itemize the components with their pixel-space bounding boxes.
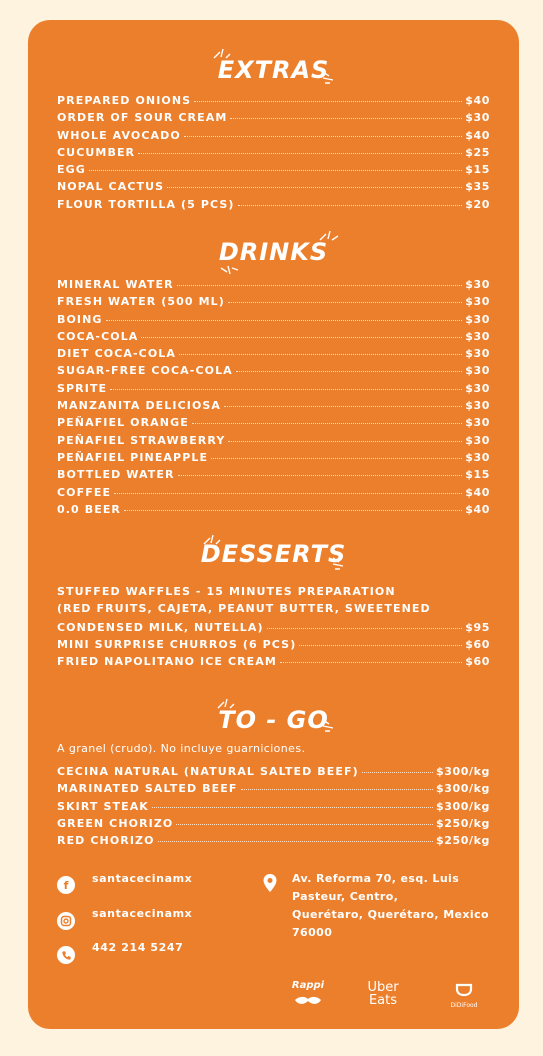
desserts-list: [57, 585, 490, 671]
dot-leader: [224, 396, 462, 407]
didi-food-logo[interactable]: [442, 982, 486, 1009]
dot-leader: [141, 327, 462, 338]
menu-item-row: [57, 833, 490, 850]
item-name: PREPARED ONIONS: [57, 94, 192, 107]
dot-leader: [194, 91, 462, 102]
dot-leader: [211, 448, 462, 459]
dot-leader: [178, 465, 463, 476]
item-name: WHOLE AVOCADO: [57, 128, 181, 142]
instagram-handle[interactable]: santacecinamx: [92, 907, 193, 920]
item-price: $30: [465, 450, 490, 464]
item-price: $30: [465, 347, 490, 361]
dot-leader: [267, 618, 463, 629]
item-name: MINI SURPRISE CHURROS (6 PCS): [57, 637, 297, 651]
item-name: SKIRT STEAK: [57, 799, 149, 813]
dot-leader: [176, 814, 433, 825]
togo-note: A granel (crudo). No incluye guarniciones.: [57, 742, 306, 755]
uber-label: Uber: [367, 980, 399, 995]
item-name: FLOUR TORTILLA (5 PCS): [57, 197, 235, 211]
dessert-line: (RED FRUITS, CAJETA, PEANUT BUTTER, SWEETENED: [57, 602, 431, 616]
item-name: COFFEE: [57, 485, 112, 499]
item-name: CECINA NATURAL (NATURAL SALTED BEEF): [57, 765, 359, 778]
location-pin-icon: [263, 874, 277, 892]
rappi-label: Rappi: [291, 980, 325, 991]
menu-item-row: [57, 654, 490, 671]
item-name: 0.0 BEER: [57, 502, 121, 516]
dot-leader: [138, 143, 462, 154]
dot-leader: [106, 310, 463, 321]
address-line: Av. Reforma 70, esq. Luis: [292, 872, 460, 885]
item-name: BOTTLED WATER: [57, 468, 175, 482]
item-price: $30: [465, 433, 490, 447]
item-price: $40: [465, 94, 490, 107]
item-name: PEÑAFIEL PINEAPPLE: [57, 450, 209, 464]
item-name: PEÑAFIEL STRAWBERRY: [57, 433, 226, 447]
dot-leader: [236, 361, 462, 372]
dot-leader: [167, 177, 462, 188]
item-name: DIET COCA-COLA: [57, 347, 176, 361]
togo-list: [57, 764, 490, 850]
dot-leader: [299, 635, 462, 646]
item-price: $30: [465, 399, 490, 413]
dot-leader: [362, 762, 433, 773]
item-price: $20: [465, 197, 490, 211]
item-price: $60: [465, 655, 490, 669]
sparkle-icon: [321, 718, 343, 732]
rappi-logo[interactable]: [286, 980, 330, 1010]
item-name: MARINATED SALTED BEEF: [57, 782, 238, 796]
dot-leader: [89, 160, 462, 171]
dot-leader: [124, 500, 462, 511]
menu-item-row: [57, 502, 490, 519]
facebook-icon[interactable]: f: [57, 876, 75, 894]
item-price: $15: [465, 468, 490, 482]
dot-leader: [110, 379, 462, 390]
extras-title: EXTRAS: [217, 56, 330, 84]
dot-leader: [228, 292, 462, 303]
instagram-icon[interactable]: [57, 912, 75, 930]
item-price: $35: [465, 180, 490, 194]
item-name: ORDER OF SOUR CREAM: [57, 111, 228, 125]
address-line: Pasteur, Centro,: [292, 890, 399, 903]
item-name: SPRITE: [57, 381, 108, 395]
dot-leader: [228, 431, 462, 442]
address-line: 76000: [292, 926, 333, 939]
item-price: $40: [465, 485, 490, 499]
item-name: EGG: [57, 163, 86, 177]
dot-leader: [114, 483, 462, 494]
dot-leader: [192, 413, 462, 424]
item-name: NOPAL CACTUS: [57, 180, 165, 194]
dot-leader: [184, 126, 462, 137]
item-name: CONDENSED MILK, NUTELLA): [57, 620, 264, 634]
item-price: $15: [465, 163, 490, 177]
dessert-line: STUFFED WAFFLES - 15 MINUTES PREPARATION: [57, 585, 396, 598]
menu-card: [28, 20, 519, 1029]
togo-title: TO - GO: [218, 706, 329, 734]
sparkle-icon: [331, 556, 353, 570]
item-price: $30: [465, 329, 490, 343]
dot-leader: [179, 344, 462, 355]
item-price: $25: [465, 145, 490, 159]
phone-icon[interactable]: [57, 946, 75, 964]
didi-label: DiDiFood: [450, 1002, 478, 1009]
item-price: $30: [465, 381, 490, 395]
dot-leader: [230, 108, 462, 119]
item-name: PEÑAFIEL ORANGE: [57, 416, 189, 430]
item-name: FRIED NAPOLITANO ICE CREAM: [57, 655, 277, 669]
item-name: MINERAL WATER: [57, 278, 174, 291]
item-price: $300/kg: [435, 782, 490, 796]
dot-leader: [238, 195, 463, 206]
item-price: $30: [465, 416, 490, 430]
uber-eats-logo[interactable]: [361, 981, 405, 1007]
dot-leader: [152, 797, 433, 808]
item-price: $40: [465, 128, 490, 142]
item-name: COCA-COLA: [57, 329, 139, 343]
item-price: $300/kg: [435, 765, 490, 778]
phone-number[interactable]: 442 214 5247: [92, 941, 184, 954]
eats-label: Eats: [368, 993, 398, 1008]
item-name: BOING: [57, 312, 103, 326]
address-line: Querétaro, Querétaro, Mexico: [292, 908, 489, 921]
dot-leader: [241, 779, 433, 790]
drinks-title: DRINKS: [218, 238, 329, 266]
sparkle-icon: [321, 70, 343, 84]
dot-leader: [158, 831, 433, 842]
item-price: $30: [465, 111, 490, 125]
item-price: $30: [465, 278, 490, 291]
item-name: RED CHORIZO: [57, 834, 155, 848]
item-price: $95: [465, 620, 490, 634]
item-price: $30: [465, 364, 490, 378]
mustache-icon: [293, 996, 323, 1006]
didi-icon: [455, 983, 473, 997]
item-name: SUGAR-FREE COCA-COLA: [57, 364, 233, 378]
item-price: $40: [465, 502, 490, 516]
item-price: $250/kg: [435, 834, 490, 848]
facebook-handle[interactable]: santacecinamx: [92, 872, 193, 885]
item-name: CUCUMBER: [57, 145, 136, 159]
item-price: $30: [465, 295, 490, 309]
menu-item-row: [57, 197, 490, 214]
item-name: MANZANITA DELICIOSA: [57, 399, 222, 413]
drinks-list: [57, 277, 490, 519]
item-price: $300/kg: [435, 799, 490, 813]
item-name: FRESH WATER (500 ML): [57, 295, 225, 309]
dot-leader: [280, 652, 462, 663]
desserts-title: DESSERTS: [200, 540, 347, 568]
item-price: $250/kg: [435, 816, 490, 830]
dot-leader: [177, 275, 463, 286]
item-price: $30: [465, 312, 490, 326]
item-price: $60: [465, 637, 490, 651]
address[interactable]: [292, 870, 492, 942]
item-name: GREEN CHORIZO: [57, 816, 174, 830]
extras-list: [57, 93, 490, 214]
